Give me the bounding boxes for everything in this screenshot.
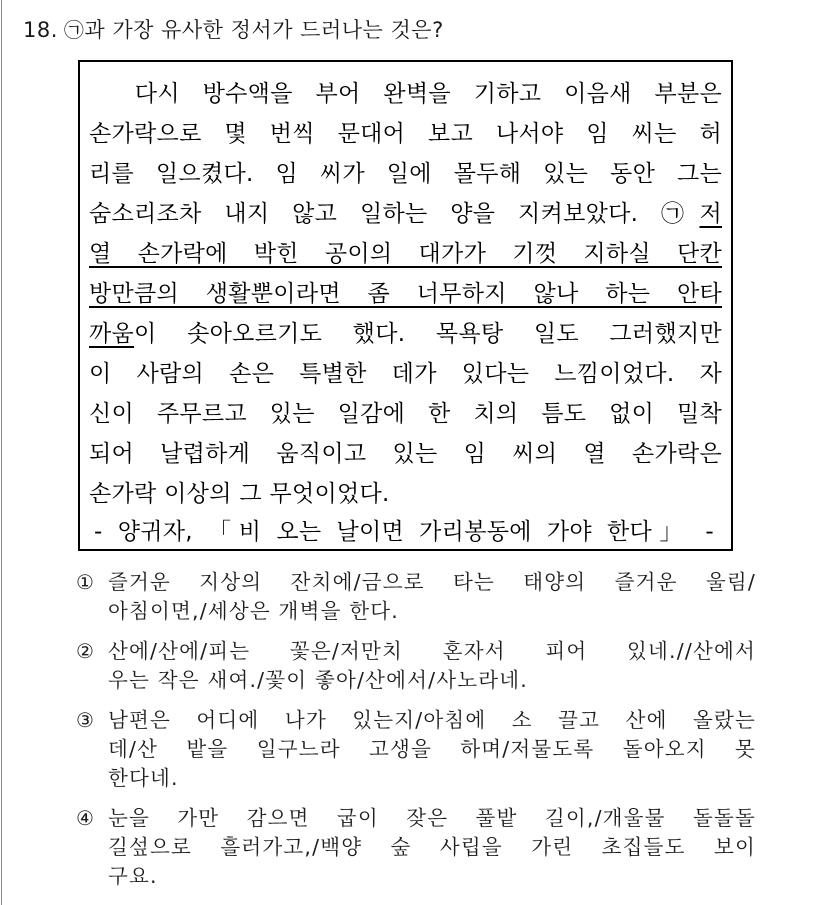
passage-line [89,360,722,388]
passage-box [78,60,733,551]
passage-line [89,320,722,348]
page-left-border [1,0,2,905]
passage-text: 다시 방수액을 부어 완벽을 기하고 이음새 부분은 [112,81,722,107]
option-number-4: ④ [76,806,96,830]
passage-line [89,280,722,308]
passage-text: 손가락으로 몇 번씩 문대어 보고 나서야 임 씨는 허 [89,121,722,147]
passage-line [89,440,722,468]
passage-line [89,80,722,108]
passage-source: - 양귀자, 「비 오는 날이면 가리봉동에 가야 한다」 - [94,519,714,545]
option-number-2: ② [76,639,96,663]
option-text-line: 산에/산에/피는 꽃은/저만치 혼자서 피어 있네.//산에서 [108,639,756,663]
underlined-passage-segment: 열 손가락에 박힌 공이의 대가가 기껏 지하실 단칸 [89,241,722,267]
passage-text: 신이 주무르고 있는 일감에 한 치의 틈도 없이 밀착 [89,401,722,427]
passage-line [89,480,390,508]
option-text-line: 우는 작은 새여./꽃이 좋아/산에서/사노라네. [108,668,528,692]
option-number-1: ① [76,570,96,594]
passage-text: 숨소리조차 내지 않고 일하는 양을 지켜보았다. ㉠ [89,201,700,227]
option-text-line: 데/산 밭을 일구느라 고생을 하며/저물도록 돌아오지 못 [108,737,756,761]
passage-line [89,200,722,228]
answer-options [76,568,756,902]
passage-text: 이 사람의 손은 특별한 데가 있다는 느낌이었다. 자 [89,361,722,387]
option-text-line: 한다네. [108,766,179,790]
option-text-line: 즐거운 지상의 잔치에/금으로 타는 태양의 즐거운 울림/ [108,570,756,594]
underlined-passage-segment: 까움 [89,321,135,347]
option-text-line: 눈을 가만 감으면 굽이 잦은 풀밭 길이,/개울물 돌돌돌 [108,806,756,830]
passage-text: 손가락 이상의 그 무엇이었다. [89,481,390,507]
option-number-3: ③ [76,708,96,732]
option-text-line: 아침이면,/세상은 개벽을 한다. [108,599,400,623]
option-1[interactable] [76,568,756,626]
passage-text: 이 솟아오르기도 했다. 목욕탕 일도 그러했지만 [134,321,722,347]
circled-giyeok-marker: ㉠ [63,18,85,42]
option-2[interactable] [76,637,756,695]
passage-text: 리를 일으켰다. 임 씨가 일에 몰두해 있는 동안 그는 [89,161,722,187]
option-4[interactable] [76,804,756,891]
underlined-passage-segment: 저 [699,201,722,227]
passage-line [89,240,722,268]
passage-line [89,120,722,148]
passage-text: 되어 날렵하게 움직이고 있는 임 씨의 열 손가락은 [89,441,722,467]
passage-line [89,400,722,428]
question-number: 18. [23,18,58,42]
underlined-passage-segment: 방만큼의 생활뿐이라면 좀 너무하지 않나 하는 안타 [89,281,722,307]
option-text-line: 구요. [108,864,158,888]
question-text: 과 가장 유사한 정서가 드러나는 것은? [84,18,444,42]
question-stem [23,14,444,44]
option-text-line: 남편은 어디에 나가 있는지/아침에 소 끌고 산에 올랐는 [108,708,756,732]
passage-line [89,160,722,188]
option-text-line: 길섶으로 흘러가고,/백양 숲 사립을 가린 초집들도 보이 [108,835,756,859]
option-3[interactable] [76,706,756,793]
